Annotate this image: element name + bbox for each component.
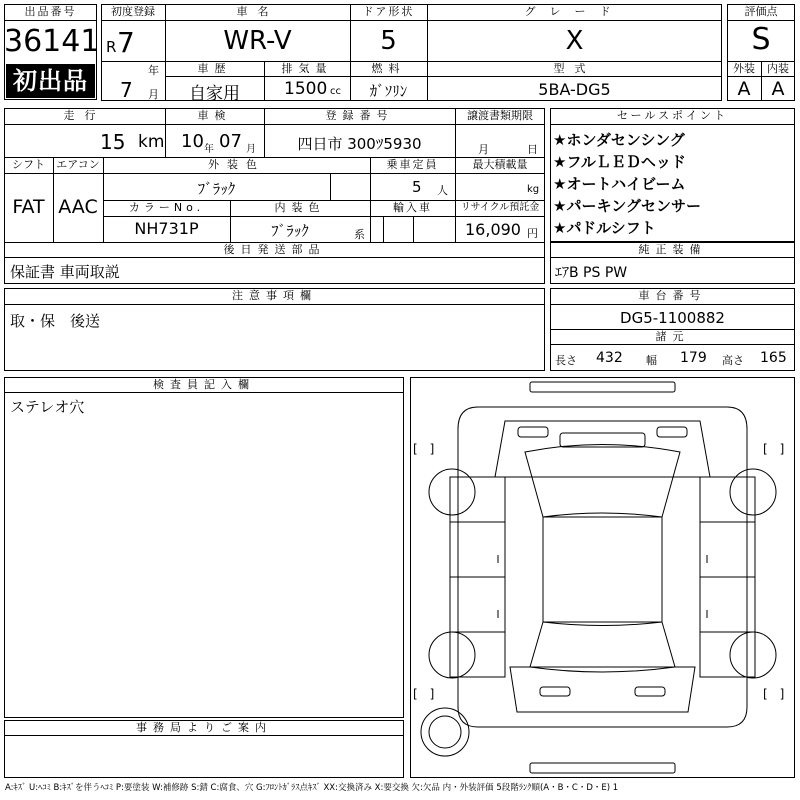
grade-value: X <box>565 26 584 56</box>
mileage-label: 走行 <box>63 109 106 122</box>
car-diagram <box>410 377 795 778</box>
dims-height-value: 165 <box>760 350 787 366</box>
history-label: 車歴 <box>197 62 232 75</box>
first-reg-year-unit: 年 <box>148 64 159 77</box>
sales-point-1: ★ホンダセンシング <box>553 131 685 149</box>
inspector-box <box>4 377 404 718</box>
displacement-unit: cc <box>330 86 341 97</box>
int-color-unit: 系 <box>354 228 365 241</box>
dims-label: 諸元 <box>655 330 690 343</box>
int-color-label: 内装色 <box>274 201 326 214</box>
transfer-day-unit: 日 <box>527 143 538 156</box>
first-listing-text: 初出品 <box>13 67 88 95</box>
door-value: 5 <box>380 26 397 56</box>
model-label: 型式 <box>553 62 596 75</box>
first-reg-era: R <box>106 38 117 56</box>
sales-point-5: ★パドルシフト <box>553 219 656 237</box>
notes-label: 注意事項欄 <box>232 289 317 302</box>
lot-number: 36141 <box>4 24 100 59</box>
score-int-value: A <box>771 78 785 100</box>
recycle-label: リサイクル預託金 <box>460 202 540 213</box>
displacement-label: 排気量 <box>281 62 333 75</box>
lot-label: 出品番号 <box>24 5 77 18</box>
color-no-label: カラーNo. <box>128 201 205 214</box>
first-listing-badge <box>6 64 95 98</box>
dims-length-value: 432 <box>596 350 623 366</box>
shift-label: シフト <box>12 158 45 171</box>
model-value: 5BA-DG5 <box>538 80 611 99</box>
transfer-month-unit: 月 <box>478 143 489 156</box>
transfer-label: 譲渡書類期限 <box>467 109 533 122</box>
int-color-value: ﾌﾞﾗｯｸ <box>271 222 309 240</box>
mileage-value: 15 <box>100 130 126 154</box>
bracket-left-bottom: [ ] <box>413 687 435 701</box>
first-reg-month: 7 <box>120 78 133 102</box>
recycle-value: 16,090 <box>465 220 521 239</box>
sales-point-2: ★フルＬＥＤヘッド <box>553 153 686 171</box>
sales-points-label: セールスポイント <box>616 109 728 122</box>
plate-value: 四日市 300ﾂ5930 <box>297 135 422 153</box>
chassis-value: DG5-1100882 <box>620 309 725 327</box>
max-load-unit: kg <box>527 184 540 195</box>
car-name-label: 車名 <box>236 5 279 18</box>
door-label: ドア形状 <box>362 5 415 18</box>
score-ext-value: A <box>737 78 751 100</box>
sales-point-3: ★オートハイビーム <box>553 175 686 193</box>
car-name-value: WR-V <box>223 26 292 56</box>
equipment-value: ｴｱB PS PW <box>555 265 628 281</box>
inspection-month-unit: 月 <box>246 144 256 155</box>
fuel-value: ｶﾞｿﾘﾝ <box>369 82 408 100</box>
inspector-label: 検査員記入欄 <box>153 378 255 391</box>
rear-bumper-strip <box>530 763 675 773</box>
score-int-label: 内装 <box>767 62 789 75</box>
inspection-label: 車検 <box>197 109 232 122</box>
plate-label: 登録番号 <box>325 109 394 122</box>
ext-color-value: ﾌﾞﾗｯｸ <box>197 180 236 198</box>
office-label: 事務局よりご案内 <box>136 721 272 734</box>
shift-value: FAT <box>12 196 45 218</box>
dims-height-label: 高さ <box>722 354 744 367</box>
score-label: 評価点 <box>744 5 778 18</box>
capacity-unit: 人 <box>437 184 448 197</box>
bracket-right-top: [ ] <box>763 442 785 456</box>
later-parts-label: 後日発送部品 <box>223 243 326 256</box>
dims-width-value: 179 <box>680 350 707 366</box>
inspection-year: 10 <box>181 131 204 152</box>
notes-value: 取・保 後送 <box>10 312 101 330</box>
bracket-left-top: [ ] <box>413 442 435 456</box>
inspection-year-unit: 年 <box>204 144 214 155</box>
equipment-label: 純正装備 <box>638 243 707 256</box>
fuel-label: 燃料 <box>371 62 406 75</box>
grade-label: グレード <box>524 5 625 18</box>
inspection-month: 07 <box>219 131 242 152</box>
capacity-label: 乗車定員 <box>386 158 439 171</box>
ext-color-label: 外装色 <box>208 158 265 171</box>
legend-text: A:ｷｽﾞ U:ﾍｺﾐ B:ｷｽﾞを伴うﾍｺﾐ P:要塗装 W:補修跡 S:錆 C:腐食、穴 G:ﾌﾛﾝﾄｶﾞﾗｽ点ｷｽﾞ XX:交換済み X:要交換 欠:欠品 内・外装評価 5段階ﾗﾝｸ順(A・B・C・D・E) 1 <box>5 783 619 793</box>
dims-width-label: 幅 <box>646 354 657 367</box>
first-reg-month-unit: 月 <box>148 88 159 101</box>
max-load-label: 最大積載量 <box>472 158 528 171</box>
dims-length-label: 長さ <box>555 354 577 367</box>
capacity-value: 5 <box>412 178 422 196</box>
import-label: 輸入車 <box>393 201 432 214</box>
sales-point-4: ★パーキングセンサー <box>553 197 701 215</box>
first-reg-label: 初度登録 <box>111 5 155 18</box>
history-value: 自家用 <box>189 84 240 104</box>
later-parts-value: 保証書 車両取説 <box>10 263 120 281</box>
displacement-value: 1500 <box>284 79 328 99</box>
ac-value: AAC <box>58 196 98 218</box>
ac-label: エアコン <box>56 158 100 171</box>
score-value: S <box>751 22 771 57</box>
score-ext-label: 外装 <box>733 62 755 75</box>
bracket-right-bottom: [ ] <box>763 687 785 701</box>
recycle-unit: 円 <box>527 227 538 240</box>
mileage-unit: km <box>138 132 165 152</box>
color-no-value: NH731P <box>134 219 199 238</box>
inspector-value: ステレオ穴 <box>10 398 85 416</box>
chassis-label: 車台番号 <box>638 289 707 302</box>
first-reg-year: 7 <box>117 26 135 59</box>
